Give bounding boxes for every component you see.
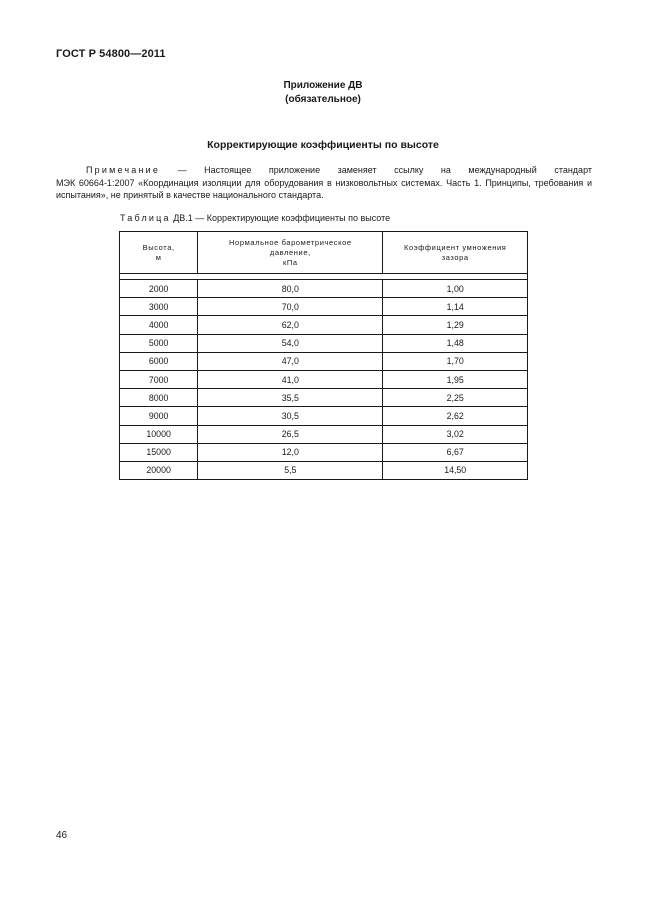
cell-pressure: 80,0 — [198, 280, 383, 298]
cell-altitude: 8000 — [120, 389, 198, 407]
cell-factor: 2,25 — [383, 389, 528, 407]
cell-factor: 1,14 — [383, 298, 528, 316]
header-pressure-line-1: Нормальное барометрическое — [229, 237, 352, 247]
cell-pressure: 70,0 — [198, 298, 383, 316]
appendix-title: Приложение ДВ — [283, 80, 363, 91]
header-pressure-line-3: кПа — [283, 257, 298, 267]
section-title: Корректирующие коэффициенты по высоте — [207, 139, 439, 151]
table-row — [120, 443, 528, 461]
appendix-heading — [0, 79, 646, 107]
cell-pressure: 41,0 — [198, 370, 383, 388]
cell-altitude: 5000 — [120, 334, 198, 352]
cell-pressure: 26,5 — [198, 425, 383, 443]
note-label: Примечание — [86, 165, 161, 175]
cell-factor: 1,70 — [383, 352, 528, 370]
cell-altitude: 15000 — [120, 443, 198, 461]
table-row — [120, 389, 528, 407]
cell-altitude: 7000 — [120, 370, 198, 388]
cell-altitude: 2000 — [120, 280, 198, 298]
note-line-1: — Настоящее приложение заменяет ссылку на международный стандарт — [160, 165, 592, 175]
table-body — [120, 280, 528, 480]
table-row — [120, 316, 528, 334]
correction-factors-table — [119, 231, 528, 480]
table-row — [120, 370, 528, 388]
cell-factor: 1,48 — [383, 334, 528, 352]
cell-factor: 6,67 — [383, 443, 528, 461]
page-number: 46 — [56, 830, 68, 841]
table-caption — [120, 213, 390, 223]
note-paragraph — [56, 164, 592, 202]
header-factor-line-2: зазора — [441, 252, 469, 262]
cell-altitude: 20000 — [120, 461, 198, 479]
cell-pressure: 12,0 — [198, 443, 383, 461]
table-row — [120, 425, 528, 443]
header-pressure — [198, 232, 383, 274]
table-row — [120, 407, 528, 425]
cell-factor: 14,50 — [383, 461, 528, 479]
header-altitude-line-1: Высота, — [142, 242, 175, 252]
document-code: ГОСТ Р 54800—2011 — [56, 48, 166, 60]
note-first-line — [56, 164, 592, 177]
table-caption-text: ДВ.1 — Корректирующие коэффициенты по высоте — [170, 213, 391, 223]
cell-altitude: 10000 — [120, 425, 198, 443]
table-row — [120, 298, 528, 316]
table-row — [120, 334, 528, 352]
cell-altitude: 6000 — [120, 352, 198, 370]
appendix-status: (обязательное) — [285, 94, 361, 105]
cell-pressure: 30,5 — [198, 407, 383, 425]
table-row — [120, 352, 528, 370]
cell-factor: 1,00 — [383, 280, 528, 298]
cell-pressure: 5,5 — [198, 461, 383, 479]
cell-pressure: 35,5 — [198, 389, 383, 407]
header-pressure-line-2: давление, — [269, 247, 311, 257]
note-line-2: МЭК 60664-1:2007 «Координация изоляции для оборудования в низковольтных системах. Часть 1. Принципы, требования и испытания», не принятый в качестве национального стандарта. — [56, 177, 592, 200]
table-header-row — [120, 232, 528, 274]
cell-pressure: 62,0 — [198, 316, 383, 334]
cell-factor: 3,02 — [383, 425, 528, 443]
header-factor — [383, 232, 528, 274]
table-caption-label: Таблица — [120, 213, 171, 223]
cell-factor: 1,29 — [383, 316, 528, 334]
table-row — [120, 280, 528, 298]
cell-pressure: 54,0 — [198, 334, 383, 352]
header-factor-line-1: Коэффициент умножения — [403, 242, 507, 252]
cell-altitude: 3000 — [120, 298, 198, 316]
table-row — [120, 461, 528, 479]
cell-pressure: 47,0 — [198, 352, 383, 370]
cell-factor: 2,62 — [383, 407, 528, 425]
header-altitude-line-2: м — [155, 252, 162, 262]
header-altitude — [120, 232, 198, 274]
cell-factor: 1,95 — [383, 370, 528, 388]
cell-altitude: 4000 — [120, 316, 198, 334]
cell-altitude: 9000 — [120, 407, 198, 425]
